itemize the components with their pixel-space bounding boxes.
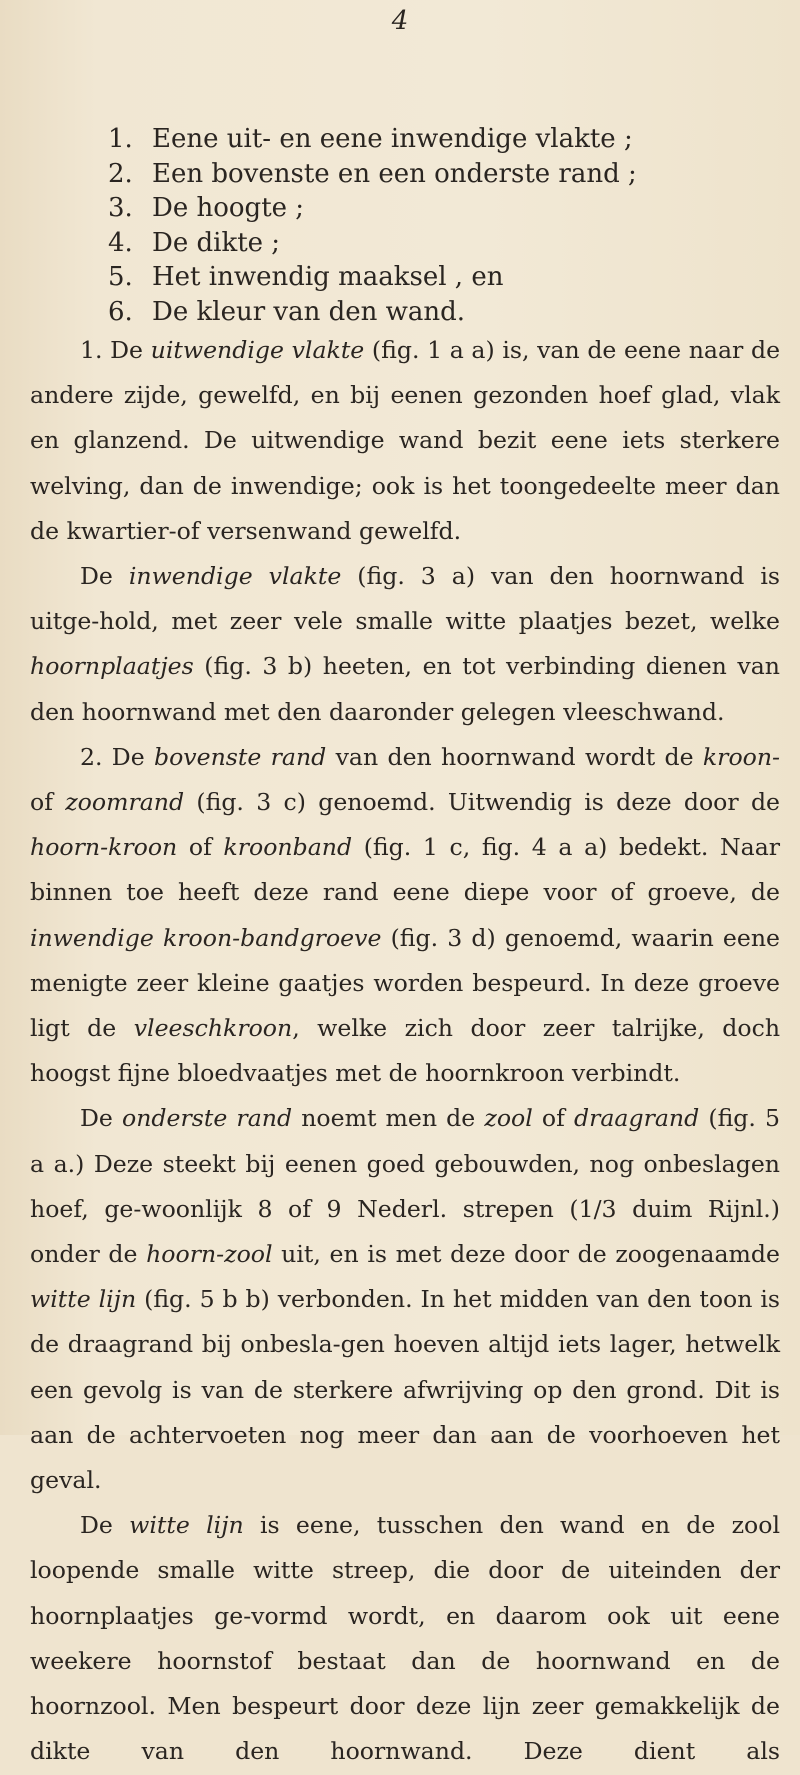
list-text: De kleur van den wand. [152, 296, 466, 327]
page-number: 4 [391, 6, 409, 36]
list-number: 6. [108, 296, 133, 327]
list-text: De hoogte ; [152, 193, 305, 223]
paragraph-text: (fig. 5 b b) verbonden. In het midden van den toon is de draagrand bij onbesla-gen hoeven altijd iets lager, hetwelk een gevolg is van de sterkere afwrijving op den grond. Dit is aan de achtervoeten nog meer dan aan de voorhoeven het geval. [30, 1285, 780, 1495]
paragraph-inner-surface [30, 554, 780, 735]
list-text: Het inwendig maaksel , en [152, 262, 504, 292]
italic-term: uitwendige vlakte [150, 336, 365, 364]
italic-term: hoorn-zool [146, 1240, 273, 1269]
body-text [30, 328, 780, 1775]
list-number: 3. [108, 193, 133, 223]
italic-term: zoomrand [65, 788, 185, 817]
italic-term: witte lijn [129, 1511, 244, 1540]
italic-term: hoorn-kroon [30, 833, 178, 862]
paragraph-lead: 2. De [80, 742, 145, 771]
italic-term: draagrand [573, 1104, 700, 1133]
paragraph-lead: De [80, 1104, 113, 1133]
italic-term: kroonband [223, 833, 353, 862]
list-item [108, 191, 748, 226]
list-text: Eene uit- en eene inwendige vlakte ; [152, 124, 633, 154]
italic-term: hoornplaatjes [30, 652, 194, 681]
paragraph-text: of [541, 1104, 565, 1133]
list-number: 1. [108, 124, 133, 154]
list-number: 5. [108, 262, 133, 292]
paragraph-lead: De [80, 1511, 113, 1540]
italic-term: zool [484, 1104, 533, 1133]
italic-term: witte lijn [30, 1285, 137, 1314]
paragraph-outer-surface [30, 328, 780, 554]
paragraph-text: (fig. 3 c) genoemd. Uitwendig is deze door de [196, 788, 781, 817]
italic-term: vleeschkroon [133, 1014, 293, 1043]
list-text: De dikte ; [152, 227, 281, 258]
list-number: 2. [108, 158, 133, 189]
italic-term: inwendige vlakte [128, 562, 342, 591]
italic-term: inwendige kroon-bandgroeve [30, 923, 382, 952]
paragraph-white-line [30, 1503, 780, 1774]
paragraph-text: (fig. 1 c, fig. 4 a a) bedekt. Naar binnen toe heeft deze rand eene diepe voor of groeve, de [30, 833, 781, 907]
paragraph-text: noemt men de [301, 1104, 476, 1133]
italic-term: onderste rand [122, 1104, 293, 1133]
italic-term: kroon- [702, 742, 781, 771]
list-number: 4. [108, 227, 133, 258]
paragraph-lead: De [80, 562, 113, 591]
numbered-list [108, 122, 748, 329]
paragraph-text: (fig. 3 b) heeten, en tot verbinding dienen van den hoornwand met den daaronder gelegen vleeschwand. [30, 652, 780, 726]
list-item [108, 226, 748, 261]
italic-term: bovenste rand [153, 742, 327, 771]
paragraph-text: is eene, tusschen den wand en de zool loopende smalle witte streep, die door de uiteinden der hoornplaatjes ge-vormd wordt, en daarom ook uit eene weekere hoornstof bestaat dan de hoornwand en de hoornzool. Men bespeurt door deze lijn zeer gemakkelijk de dikte van den hoornwand. Deze dient als [30, 1511, 781, 1766]
paragraph-text: (fig. 3 a) van den hoornwand is uitge-hold, met zeer vele smalle witte plaatjes bezet, welke [30, 562, 781, 636]
paragraph-upper-rim [30, 735, 780, 1097]
paragraph-text: van den hoornwand wordt de [335, 742, 694, 771]
list-item [108, 157, 748, 192]
paragraph-text: uit, en is met deze door de zoogenaamde [281, 1240, 780, 1269]
list-item [108, 122, 748, 157]
paragraph-text: (fig. 3 d) genoemd, waarin eene menigte zeer kleine gaatjes worden bespeurd. In deze groeve ligt de [30, 923, 781, 1043]
paragraph-lead: 1. De [80, 336, 144, 364]
paragraph-text: of [188, 833, 212, 862]
list-text: Een bovenste en een onderste rand ; [152, 158, 637, 189]
list-item [108, 260, 748, 295]
paragraph-text: , welke zich door zeer talrijke, doch hoogst fijne bloedvaatjes met de hoornkroon verbindt. [30, 1014, 781, 1088]
list-item [108, 295, 748, 330]
paragraph-text: of [30, 788, 53, 817]
paragraph-lower-rim [30, 1096, 780, 1503]
paragraph-text: (fig. 1 a a) is, van de eene naar de andere zijde, gewelfd, en bij eenen gezonden hoef glad, vlak en glanzend. De uitwendige wand bezit eene iets sterkere welving, dan de inwendige; ook is het toongedeelte meer dan de kwartier-of versenwand gewelfd. [30, 336, 781, 545]
paragraph-text: (fig. 5 a a.) Deze steekt bij eenen goed gebouwden, nog onbeslagen hoef, ge-woonlijk 8 of 9 Nederl. strepen (1/3 duim Rijnl.) onder de [30, 1104, 781, 1269]
